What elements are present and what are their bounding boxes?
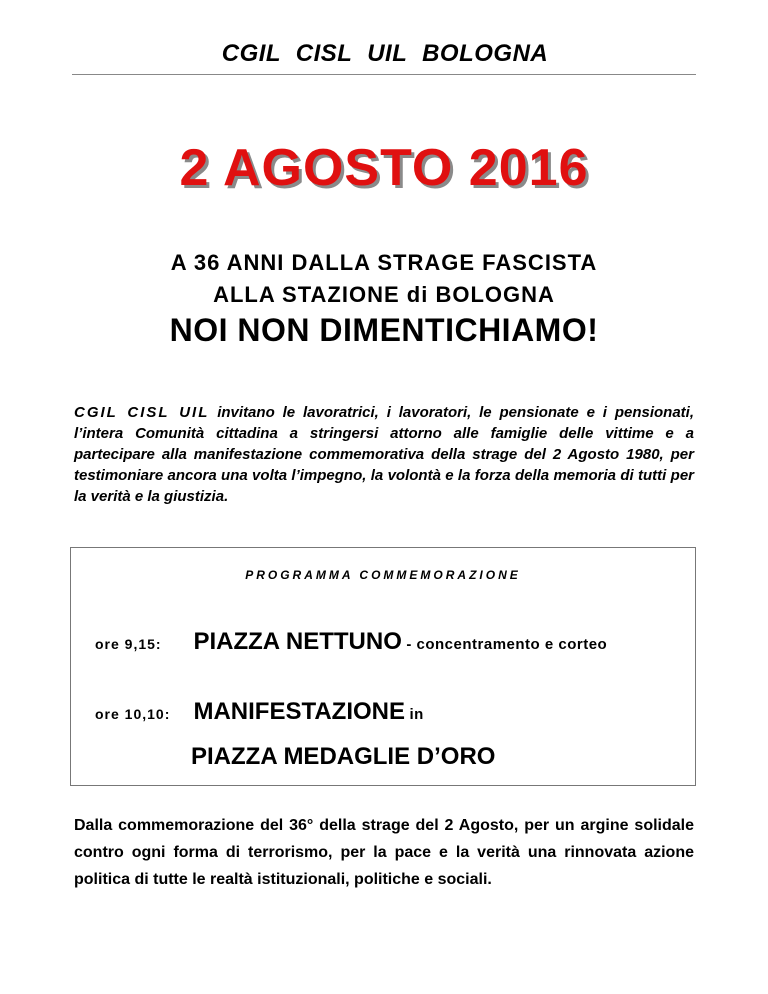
intro-paragraph [74, 402, 694, 507]
intro-text: invitano le lavoratrici, i lavoratori, le pensionate e i pensionati, l’intera Comunità cittadina a stringersi attorno alle famiglie delle vittime e a partecipare alla manifestazione commemorativa della strage del 2 Agosto 1980, per testimoniare ancora una volta l’impegno, la volontà e la forza della memoria di tutti per la verità e la giustizia. [74, 404, 694, 505]
subtitle-line2-part2: di [406, 282, 429, 307]
program-note: in [409, 706, 424, 723]
subtitle-line2 [0, 282, 768, 308]
subtitle-line2-part1: ALLA STAZIONE [213, 282, 400, 307]
program-time: ore 9,15: [95, 636, 162, 652]
program-time: ore 10,10: [95, 706, 171, 722]
program-note: - concentramento e corteo [406, 636, 608, 653]
program-place: MANIFESTAZIONE [193, 698, 405, 725]
program-heading: PROGRAMMA COMMEMORAZIONE [245, 568, 521, 582]
intro-lead: CGIL CISL UIL [74, 404, 210, 421]
closing-paragraph: Dalla commemorazione del 36° della strage del 2 Agosto, per un argine solidale contro ogni forma di terrorismo, per la pace e la verità una rinnovata azione politica di tutte le realtà istituzionali, politiche e sociali. [74, 817, 694, 888]
program-place: PIAZZA NETTUNO [193, 628, 402, 655]
program-item [95, 698, 424, 726]
date-title: 2 AGOSTO 2016 [179, 139, 589, 197]
subtitle-line1: A 36 ANNI DALLA STRAGE FASCISTA [170, 250, 598, 275]
slogan: NOI NON DIMENTICHIAMO! [169, 312, 599, 348]
program-place-second-line: PIAZZA MEDAGLIE D’ORO [191, 743, 496, 770]
header-divider [72, 74, 696, 75]
program-item [95, 628, 607, 656]
header-organizations: CGIL CISL UIL BOLOGNA [221, 40, 549, 67]
program-box [70, 547, 696, 786]
subtitle-line2-part3: BOLOGNA [435, 282, 555, 307]
